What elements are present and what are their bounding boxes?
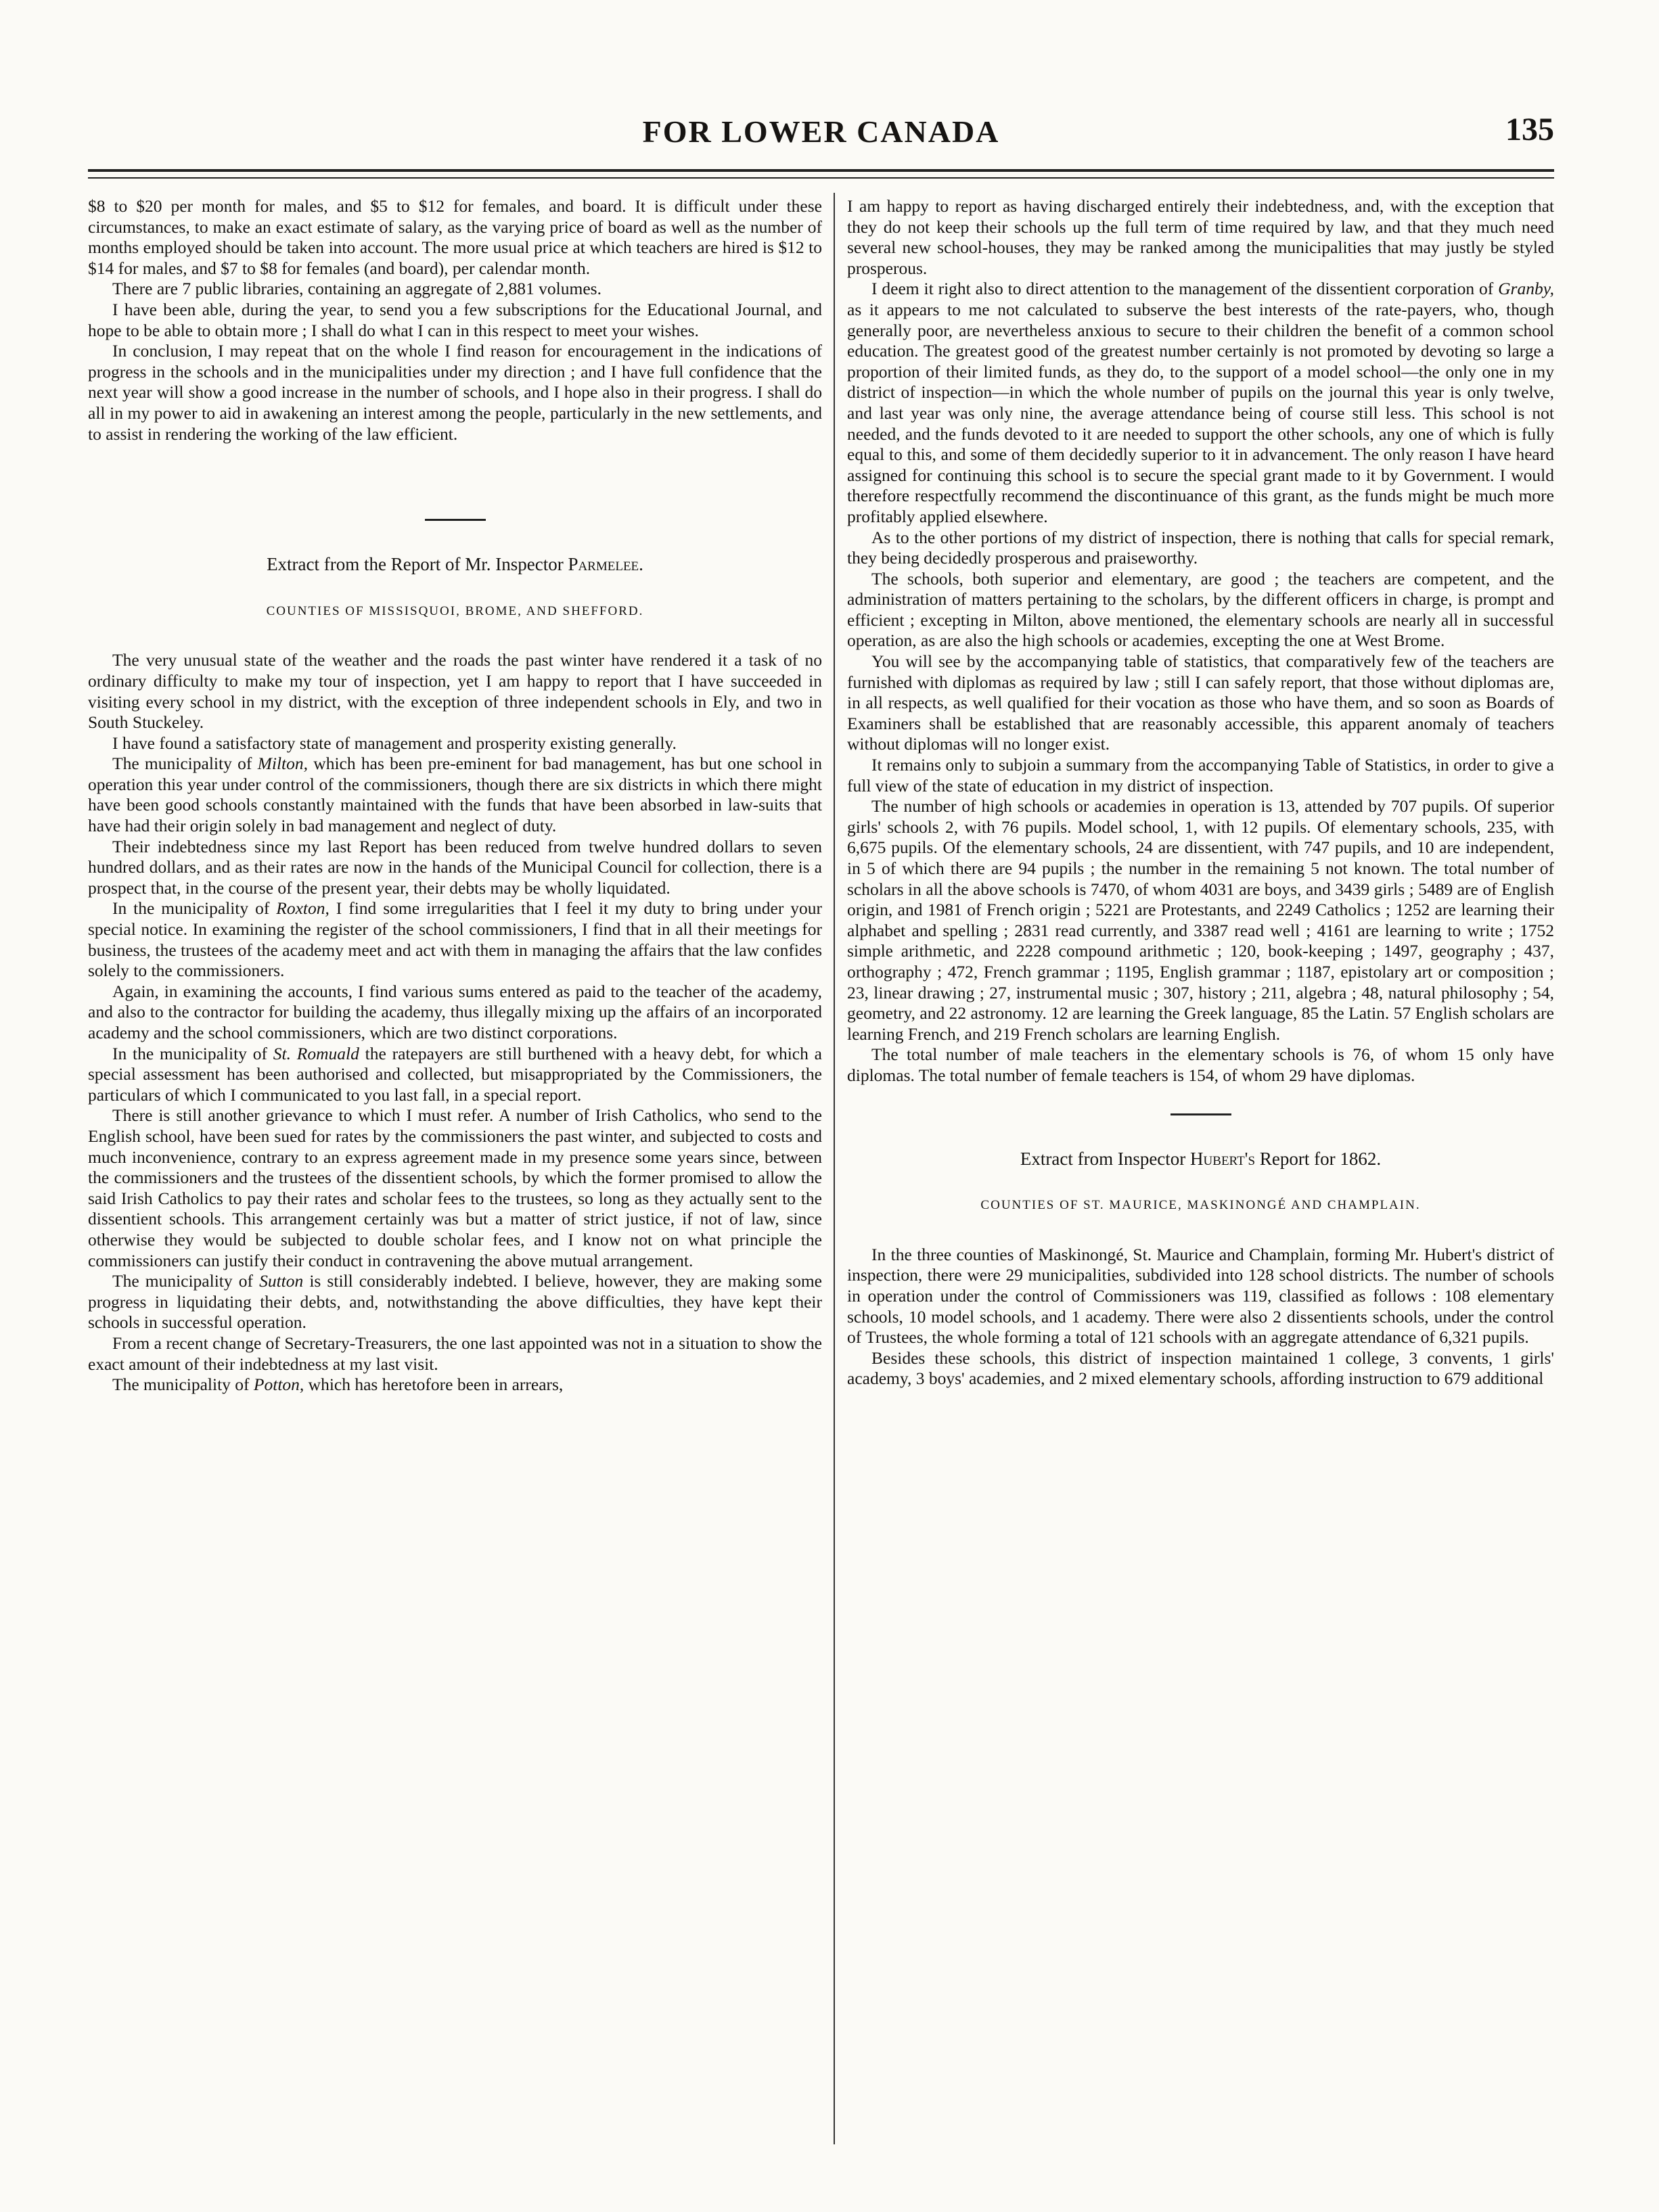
extract-heading [88,553,822,575]
text-run: In the municipality of [112,1043,273,1063]
page-header [88,101,1554,159]
paragraph: The schools, both superior and elementary, are good ; the teachers are competent, and the administration of matters pertaining to the scholars, by the different officers in charge, is prompt and efficient ; excepting in Milton, above mentioned, the elementary schools are nearly all in successful operation, as are also the high schools or academies, excepting the one at West Brome. [847,568,1554,651]
place-name: Sutton [259,1271,304,1291]
inspector-name: Hubert's [1190,1148,1256,1169]
paragraph: There are 7 public libraries, containing an aggregate of 2,881 volumes. [112,279,601,299]
place-name: St. Romuald [273,1043,359,1063]
paragraph: It remains only to subjoin a summary from the accompanying Table of Statistics, in order to give a full view of the state of education in my district of inspection. [847,755,1554,796]
text-run: is still considerably indebted. I believe, however, they are making some progress in liquidating their debts, and, notwithstanding the above difficulties, they have kept their schools in successful operation. [88,1271,822,1333]
column-divider [834,193,835,2144]
text-run: which has heretofore been in arrears, [304,1375,564,1395]
extract-heading [847,1148,1554,1170]
paragraph: Again, in examining the accounts, I find various sums entered as paid to the teacher of the academy, and also to the contractor for building the academy, thus illegally mixing up the affairs of an incorporated academy and the school commissioners, which are two distinct corporations. [88,981,822,1042]
paragraph [847,279,1554,527]
paragraph: Besides these schools, this district of inspection maintained 1 college, 3 convents, 1 girls' academy, 3 boys' academies, and 2 mixed elementary schools, affording instruction to 679 additional [847,1347,1554,1389]
section-rule [425,519,486,521]
paragraph: As to the other portions of my district of inspection, there is nothing that calls for special remark, they being decidedly prosperous and praiseworthy. [847,527,1554,568]
paragraph: The very unusual state of the weather and the roads the past winter have rendered it a task of no ordinary difficulty to make my tour of inspection, yet I am happy to report that I have succeeded in visiting every school in my district, with the exception of three independent schools in Ely, and two in South Stuckeley. [88,650,822,733]
text-run: as it appears to me not calculated to subserve the best interests of the rate-payers, who, though generally poor, are nevertheless anxious to secure to their children the benefit of a common school education. The greatest good of the greatest number certainly is not promoted by devoting so large a proportion of their limited funds, as they do, to the support of a model school—the only one in my district of inspection—in which the whole number of pupils on the journal this year is only twelve, and last year was only nine, the average attendance being of course still less. This school is not needed, and the funds devoted to it are needed to support the other schools, any one of which is fully equal to this, and some of them decidedly superior to it in advancement. The only reason I have heard assigned for continuing this school is to secure the special grant made to it by Government. I would therefore respectfully recommend the discontinuance of this grant, as the funds might be much more profitably applied elsewhere. [847,299,1554,526]
text-run: which has been pre-eminent for bad management, has but one school in operation this year under control of the commissioners, though there are six districts in which there might have been good schools constantly maintained with the funds that have been absorbed in law-suits that have had their origin solely in bad management and neglect of duty. [88,754,822,836]
page-number: 135 [1505,112,1554,147]
paragraph: In conclusion, I may repeat that on the whole I find reason for encouragement in the indications of progress in the schools and in the municipalities under my direction ; and I have full confidence that the next year will show a good increase in the number of schools, and I hope also in their progress. I shall do all in my power to aid in awakening an interest among the people, particularly in the new settlements, and to assist in rendering the working of the law efficient. [88,341,822,444]
right-column [847,196,1554,2144]
paragraph: I have been able, during the year, to send you a few subscriptions for the Educational Journal, and hope to be able to obtain more ; I shall do what I can in this respect to meet your wishes. [88,299,822,340]
place-name: Roxton, [276,898,329,919]
extract-heading-text: Report for 1862. [1255,1148,1382,1169]
paragraph [88,1375,822,1396]
text-run: I deem it right also to direct attention to the management of the dissentient corporation of [871,279,1499,299]
inspector-name: Parmelee. [568,554,643,575]
paragraph [88,754,822,836]
extract-heading-text: Extract from the Report of Mr. Inspector [267,554,568,575]
paragraph: $8 to $20 per month for males, and $5 to $12 for females, and board. It is difficult under these circumstances, to make an exact estimate of salary, as the varying price of board as well as the number of months employed should be taken into account. The more usual price at which teachers are hired is $12 to $14 for males, and $7 to $8 for females (and board), per calendar month. [88,196,822,278]
paragraph [88,898,822,981]
paragraph [88,1044,822,1106]
paragraph: I have found a satisfactory state of management and prosperity existing generally. [112,733,677,753]
text-run: The municipality of [112,1271,260,1291]
header-rule-thin [88,177,1554,179]
counties-subheading: COUNTIES OF MISSISQUOI, BROME, AND SHEFFORD. [266,603,644,618]
left-column [88,196,822,2144]
paragraph: There is still another grievance to which I must refer. A number of Irish Catholics, who send to the English school, have been sued for rates by the commissioners the past winter, and subjected to costs and much inconvenience, contrary to an express agreement made in my presence some years since, between the commissioners and the trustees of the dissentient schools, by which the former promised to allow the said Irish Catholics to pay their rates and scholar fees to the trustees, so long as they actually sent to the dissentient schools. This arrangement certainly was but a matter of strict justice, if not of law, since otherwise they would be subjected to double scholar fees, and I know not on what principle the commissioners can justify their conduct in contravening the above mutual arrangement. [88,1105,822,1270]
header-rule-thick [88,169,1554,172]
text-run: The municipality of [112,754,258,774]
paragraph: From a recent change of Secretary-Treasurers, the one last appointed was not in a situation to show the exact amount of their indebtedness at my last visit. [88,1333,822,1374]
section-rule [1171,1113,1231,1115]
text-run: the ratepayers are still burthened with a heavy debt, for which a special assessment has been authorised and collected, but misappropriated by the Commissioners, the particulars of which I communicated to you last fall, in a special report. [88,1043,822,1105]
running-head: FOR LOWER CANADA [642,114,1000,149]
text-run: I find some irregularities that I feel it my duty to bring under your special notice. In examining the register of the school commissioners, I find that in all their meetings for business, the trustees of the academy meet and act with them in managing the affairs that the law confides solely to the commissioners. [88,898,822,981]
paragraph [88,1271,822,1333]
paragraph: Their indebtedness since my last Report has been reduced from twelve hundred dollars to seven hundred dollars, and as their rates are now in the hands of the Municipal Council for collection, there is a prospect that, in the course of the present year, their debts may be wholly liquidated. [88,836,822,898]
text-run: In the municipality of [112,898,277,919]
paragraph: You will see by the accompanying table of statistics, that comparatively few of the teachers are furnished with diplomas as required by law ; still I can safely report, that those without diplomas are, in all respects, as well qualified for their vocation as those who have them, and so soon as Boards of Examiners shall be established that are reasonably accessible, this apparent anomaly of teachers without diplomas will no longer exist. [847,651,1554,754]
place-name: Granby, [1498,279,1554,299]
place-name: Milton, [257,754,308,774]
counties-subheading: COUNTIES OF ST. MAURICE, MASKINONGÉ AND CHAMPLAIN. [980,1197,1421,1212]
extract-heading-text: Extract from Inspector [1020,1148,1191,1169]
text-run: The municipality of [112,1375,254,1395]
place-name: Potton, [253,1375,304,1395]
paragraph: The number of high schools or academies in operation is 13, attended by 707 pupils. Of superior girls' schools 2, with 76 pupils. Model school, 1, with 12 pupils. Of elementary schools, 235, with 6,675 pupils. Of the elementary schools, 24 are dissentient, with 747 pupils, and 10 are independent, in 5 of which there are 94 pupils ; the number in the remaining 5 not known. The total number of scholars in all the above schools is 7470, of whom 4031 are boys, and 3439 girls ; 5489 are of English origin, and 1981 of French origin ; 5221 are Protestants, and 2249 Catholics ; 1252 are learning their alphabet and spelling ; 2831 read currently, and 3387 read well ; 4161 are learning to write ; 1752 simple arithmetic, and 2228 compound arithmetic ; 120, book-keeping ; 1497, geography ; 437, orthography ; 472, French grammar ; 1195, English grammar ; 1187, epistolary art or composition ; 23, linear drawing ; 27, instrumental music ; 307, history ; 211, algebra ; 48, natural philosophy ; 54, geometry, and 22 astronomy. 12 are learning the Greek language, 85 the Latin. 57 English scholars are learning French, and 219 French scholars are learning English. [847,796,1554,1044]
paragraph: The total number of male teachers in the elementary schools is 76, of whom 15 only have diplomas. The total number of female teachers is 154, of whom 29 have diplomas. [847,1044,1554,1085]
paragraph: In the three counties of Maskinongé, St. Maurice and Champlain, forming Mr. Hubert's district of inspection, there were 29 municipalities, subdivided into 128 school districts. The number of schools in operation under the control of Commissioners was 119, classified as follows : 108 elementary schools, 10 model schools, and 1 academy. There were also 2 dissentients schools, under the control of Trustees, the whole forming a total of 121 schools with an aggregate attendance of 6,321 pupils. [847,1244,1554,1347]
paragraph: I am happy to report as having discharged entirely their indebtedness, and, with the exception that they do not keep their schools up the full term of time required by law, and that they much need several new school-houses, they may be ranked among the municipalities that may justly be styled prosperous. [847,196,1554,278]
